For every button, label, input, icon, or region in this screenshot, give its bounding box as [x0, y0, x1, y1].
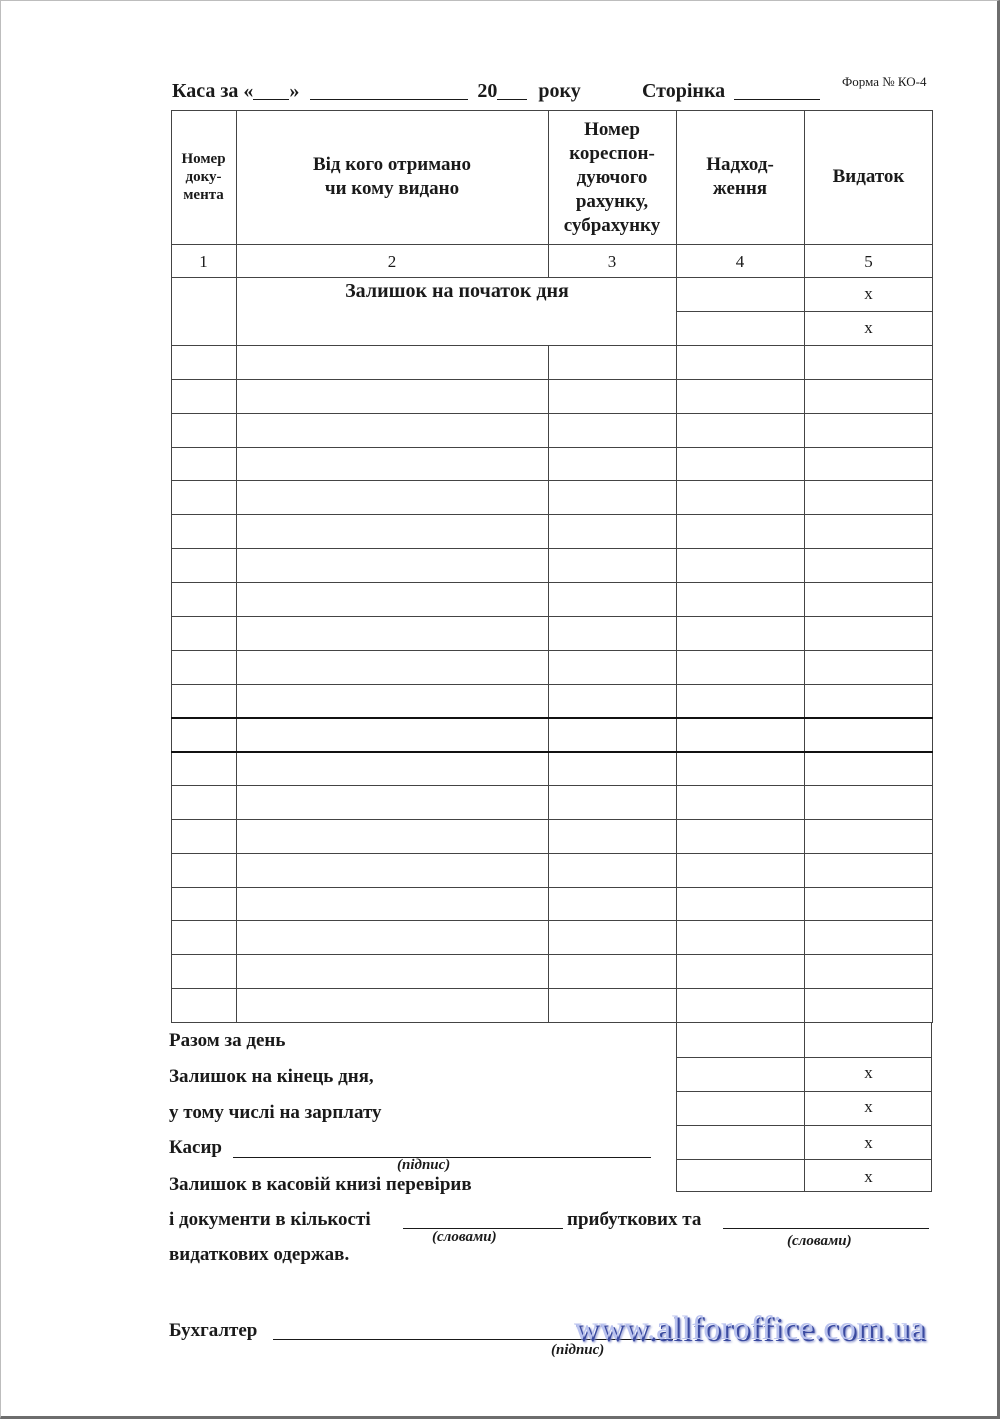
cash-book-table: [171, 110, 933, 1022]
table-vline: [548, 110, 549, 278]
closing-balance-label: Залишок на кінець дня,: [169, 1066, 374, 1087]
table-vline: [804, 110, 805, 1022]
header-expense: Видаток: [832, 166, 905, 187]
cashier-label: Касир: [169, 1137, 222, 1158]
table-row-line: [171, 582, 933, 583]
summary-line: [677, 1159, 931, 1160]
outgoing-words-hint: (словами): [787, 1233, 852, 1249]
table-row-line: [171, 447, 933, 448]
incoming-words-hint: (словами): [432, 1229, 497, 1245]
table-vline: [676, 110, 677, 1022]
table-row-line: [171, 751, 933, 753]
summary-boxes: [676, 1022, 932, 1192]
table-row-line: [171, 785, 933, 786]
table-row-line: [171, 616, 933, 617]
year-field[interactable]: [497, 81, 527, 100]
accountant-label: Бухгалтер: [169, 1320, 258, 1341]
table-vline: [236, 110, 237, 1022]
col-num-2: 2: [387, 252, 397, 271]
checked-label: Залишок в касовій книзі перевірив: [169, 1174, 472, 1195]
summary-line: [677, 1057, 931, 1058]
header-prefix: Каса за «: [172, 80, 254, 102]
table-row-line: [171, 853, 933, 854]
table-row-line: [171, 684, 933, 685]
table-row-line: [171, 548, 933, 549]
outgoing-received-label: видаткових одержав.: [169, 1244, 350, 1265]
table-row-line: [171, 717, 933, 719]
table-row-line: [171, 954, 933, 955]
header-date-line: [172, 80, 581, 103]
col-num-4: 4: [735, 252, 745, 271]
opening-x-1: х: [864, 284, 873, 303]
header-doc-number: Номер доку- мента: [181, 151, 226, 203]
incl-salary-label: у тому числі на зарплату: [169, 1102, 382, 1123]
col-num-5: 5: [864, 252, 873, 271]
table-row-line: [171, 345, 933, 346]
header-from-whom: Від кого отримано чи кому видано: [312, 154, 471, 199]
incoming-and-label: прибуткових та: [567, 1209, 702, 1230]
page-label: Сторінка: [642, 80, 726, 102]
table-row-line: [171, 887, 933, 888]
table-hline: [171, 244, 933, 245]
summary-x-2: х: [864, 1097, 873, 1116]
page-number-field[interactable]: [734, 81, 820, 100]
header-income: Надход- ження: [706, 154, 774, 199]
table-hline: [171, 277, 933, 278]
summary-x-4: х: [864, 1167, 873, 1186]
col-num-3: 3: [607, 252, 617, 271]
col-num-1: 1: [199, 252, 208, 271]
total-day-label: Разом за день: [169, 1030, 286, 1051]
table-row-line: [171, 819, 933, 820]
site-watermark: www.allforoffice.com.ua: [574, 1310, 926, 1347]
opening-x-2: х: [864, 318, 873, 337]
table-hline: [676, 311, 933, 312]
table-vline: [932, 110, 933, 1022]
table-row-line: [171, 988, 933, 989]
form-number: Форма № КО-4: [842, 74, 927, 89]
summary-line: [677, 1125, 931, 1126]
table-row-line: [171, 480, 933, 481]
accountant-signature-hint: (підпис): [551, 1342, 605, 1358]
header-mid: »: [289, 80, 300, 102]
table-row-line: [171, 413, 933, 414]
header-year-prefix: 20: [477, 80, 498, 102]
summary-x-3: х: [864, 1133, 873, 1152]
outgoing-count-line[interactable]: [723, 1228, 929, 1229]
table-row-line: [171, 514, 933, 515]
cashier-signature-hint: (підпис): [397, 1157, 451, 1173]
month-field[interactable]: [310, 81, 468, 100]
table-row-line: [171, 920, 933, 921]
day-field[interactable]: [253, 81, 289, 100]
docs-count-label: і документи в кількості: [169, 1209, 371, 1230]
opening-balance-label: Залишок на початок дня: [345, 280, 569, 302]
table-vline: [171, 110, 172, 1022]
page-number-line: [642, 80, 820, 103]
header-account: Номер кореспон- дуючого рахунку, субрахунку: [563, 119, 661, 236]
table-row-line: [171, 379, 933, 380]
summary-line: [677, 1091, 931, 1092]
header-year-suffix: року: [538, 80, 581, 102]
summary-x-1: х: [864, 1063, 873, 1082]
table-row-line: [171, 650, 933, 651]
